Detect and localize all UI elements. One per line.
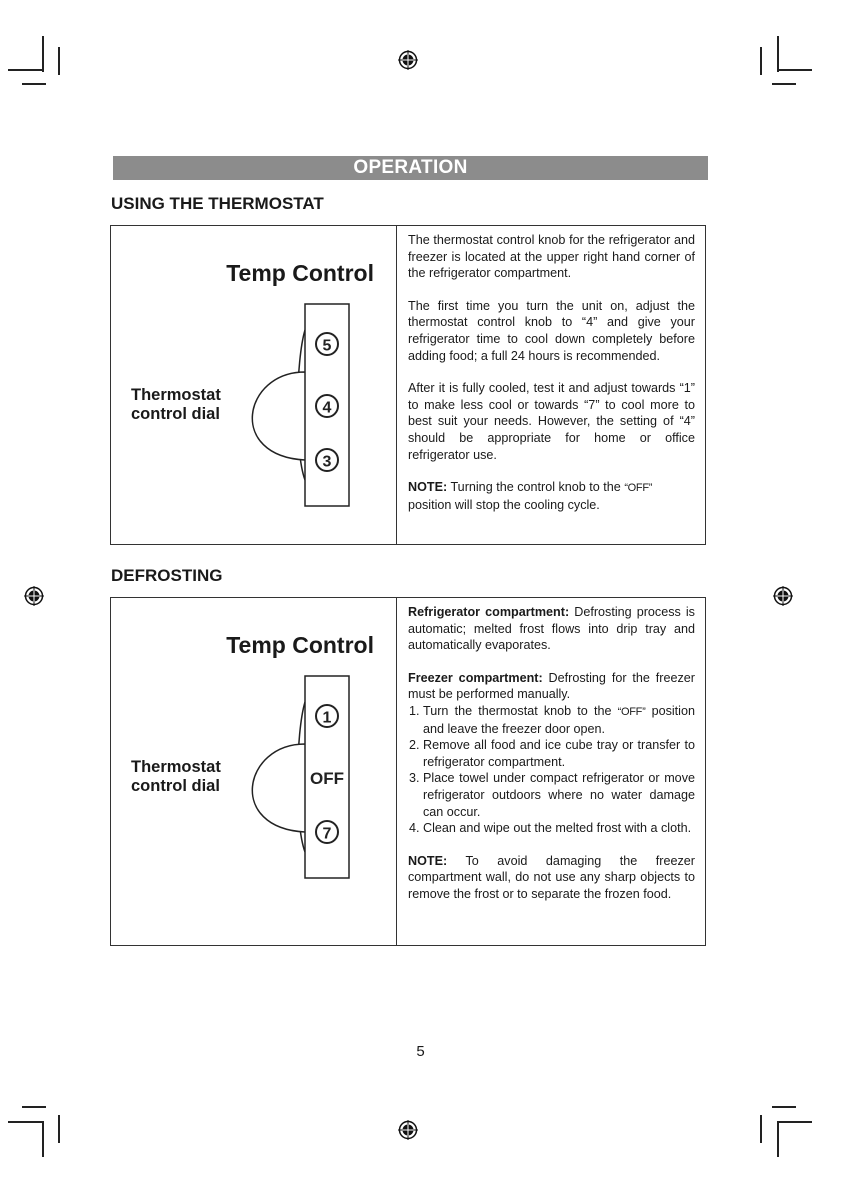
svg-text:3: 3 [322,453,332,471]
crop-mark [42,36,44,72]
crop-mark [777,1121,779,1157]
crop-mark [22,1106,46,1108]
figure-title: Temp Control [226,632,374,658]
thermostat-heading: USING THE THERMOSTAT [111,194,324,213]
crop-mark [42,1121,44,1157]
dial-off-label [310,769,344,788]
svg-text:1: 1 [322,709,332,727]
list-item: 3. Place towel under compact refrigerator or move refrigerator outdoors where no water damage can occur. [423,770,695,820]
crop-mark [778,69,812,71]
registration-mark-icon [773,586,793,606]
crop-mark [58,47,60,75]
note: NOTE: Turning the control knob to the “OFF” position will stop the cooling cycle. [408,480,653,512]
crop-mark [772,83,796,85]
dial-label: Thermostat control dial [131,758,221,795]
crop-mark [8,69,42,71]
paragraph: The first time you turn the unit on, adjust the thermostat control knob to “4” and give your refrigerator time to cool down completely before adding food; a full 24 hours is recommended. [408,298,695,363]
svg-text:5: 5 [322,337,332,355]
defrosting-heading: DEFROSTING [111,566,223,585]
note-label: NOTE: [408,853,448,868]
registration-mark-icon [24,586,44,606]
paragraph: Freezer compartment: Defrosting for the freezer must be performed manually. [408,670,695,702]
registration-mark-icon [398,50,418,70]
dial-number [316,705,338,727]
crop-mark [772,1106,796,1108]
defrost-steps [408,703,695,837]
paragraph: The thermostat control knob for the refrigerator and freezer is located at the upper right hand corner of the refrigerator compartment. [408,233,695,281]
dial-number [316,449,338,471]
page-number: 5 [416,1043,425,1060]
dial-label: Thermostat control dial [131,386,221,423]
dial-number [316,821,338,843]
section-title-bar: OPERATION [113,156,708,180]
crop-mark [8,1121,42,1123]
dial-number [316,395,338,417]
svg-text:7: 7 [322,825,332,843]
thermostat-figure [111,226,397,544]
dial-number [316,333,338,355]
registration-mark-icon [398,1120,418,1140]
freezer-label: Freezer compartment: [408,670,543,685]
paragraph: Refrigerator compartment: Defrosting process is automatic; melted frost flows into drip tray and automatically evaporates. [408,605,695,653]
note: NOTE: To avoid damaging the freezer compartment wall, do not use any sharp objects to remove the frost or to separate the frozen food. [408,853,695,901]
note-label: NOTE: [408,480,448,495]
fridge-label: Refrigerator compartment: [408,605,570,619]
crop-mark [760,47,762,75]
thermostat-dial-icon [241,300,361,510]
paragraph: After it is fully cooled, test it and adjust towards “1” to make less cool or towards “7” to cool more to best suit your needs. However, the setting of “4” should be appropriate for home or office refrigerator use. [408,381,695,462]
defrosting-instructions [397,598,705,945]
list-item: 4. Clean and wipe out the melted frost with a cloth. [423,820,695,837]
figure-title: Temp Control [226,260,374,286]
defrosting-figure [111,598,397,945]
crop-mark [777,36,779,72]
thermostat-instructions [397,226,705,544]
crop-mark [58,1115,60,1143]
crop-mark [22,83,46,85]
thermostat-section [110,225,706,545]
list-item: 2. Remove all food and ice cube tray or transfer to refrigerator compartment. [423,737,695,770]
list-item: 1. Turn the thermostat knob to the “OFF” position and leave the freezer door open. [423,703,695,737]
defrosting-section [110,597,706,946]
svg-text:4: 4 [322,399,332,417]
svg-text:OFF: OFF [310,769,344,788]
crop-mark [760,1115,762,1143]
crop-mark [778,1121,812,1123]
thermostat-dial-icon [241,672,361,882]
